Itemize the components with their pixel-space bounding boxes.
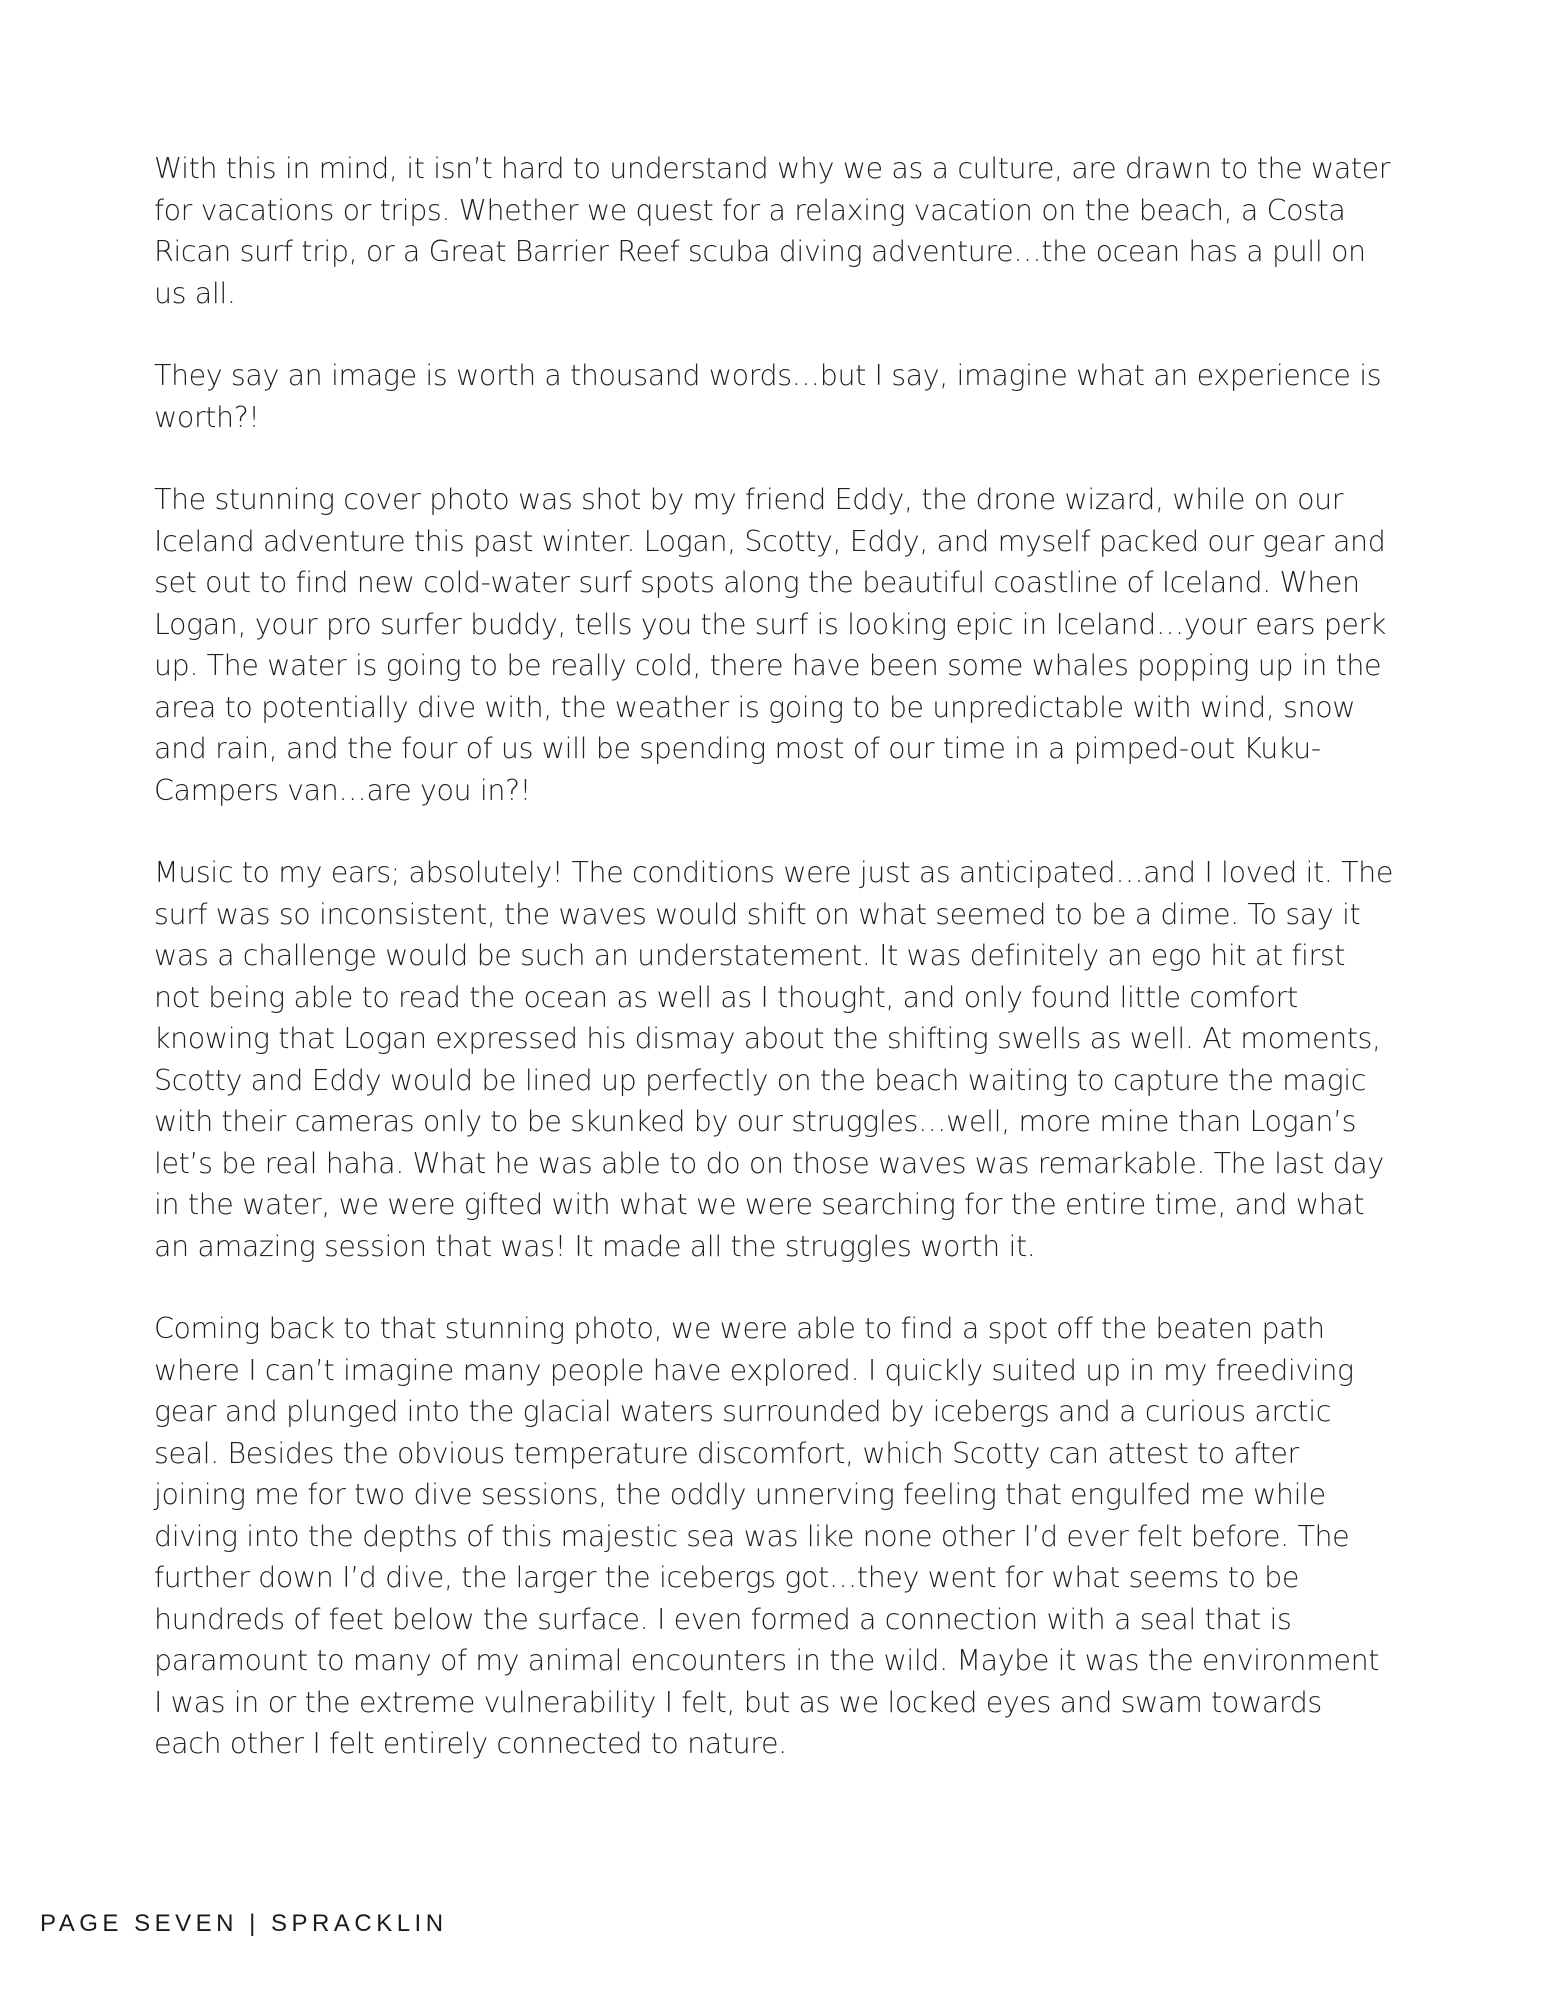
paragraph-surf-conditions: Music to my ears; absolutely! The conditions were just as anticipated…and I loved it. The surf was so inconsistent, the waves would shift on what seemed to be a dime. To say it was a challenge would be such an understatement. It was definitely an ego hit at first not being able to read the ocean as well as I thought, and only found little comfort knowing that Logan expressed his dismay about the shifting swells as well. At moments, Scotty and Eddy would be lined up perfectly on the beach waiting to capture the magic with their cameras only to be skunked by our struggles…well, more mine than Logan’s let’s be real haha. What he was able to do on those waves was remarkable. The last day in the water, we were gifted with what we were searching for the entire time, and what an amazing session that was! It made all the struggles worth it. — [154, 856, 1393, 1263]
page-footer: PAGE SEVEN | SPRACKLIN — [40, 1910, 448, 1937]
paragraph-cover-photo: The stunning cover photo was shot by my friend Eddy, the drone wizard, while on our Iceland adventure this past winter. Logan, Scotty, Eddy, and myself packed our gear and set out to find new cold-water surf spots along the beautiful coastline of Iceland. When Logan, your pro surfer buddy, tells you the surf is looking epic in Iceland…your ears perk up. The water is going to be really cold, there have been some whales popping up in the area to potentially dive with, the weather is going to be unpredictable with wind, snow and rain, and the four of us will be spending most of our time in a pimped-out Kuku-Campers van…are you in?! — [154, 483, 1386, 807]
paragraph-freediving: Coming back to that stunning photo, we were able to find a spot off the beaten path where I can’t imagine many people have explored. I quickly suited up in my freediving gear and plunged into the glacial waters surrounded by icebergs and a curious arctic seal. Besides the obvious temperature discomfort, which Scotty can attest to after joining me for two dive sessions, the oddly unnerving feeling that engulfed me while diving into the depths of this majestic sea was like none other I’d ever felt before. The further down I’d dive, the larger the icebergs got…they went for what seems to be hundreds of feet below the surface. I even formed a connection with a seal that is paramount to many of my animal encounters in the wild. Maybe it was the environment I was in or the extreme vulnerability I felt, but as we locked eyes and swam towards each other I felt entirely connected to nature. — [154, 1312, 1380, 1760]
paragraph-image-worth: They say an image is worth a thousand words…but I say, imagine what an experience is worth?! — [154, 359, 1382, 434]
article-body — [154, 148, 1394, 1806]
paragraph-culture-water: With this in mind, it isn’t hard to understand why we as a culture, are drawn to the water for vacations or trips. Whether we quest for a relaxing vacation on the beach, a Costa Rican surf trip, or a Great Barrier Reef scuba diving adventure…the ocean has a pull on us all. — [154, 152, 1391, 310]
